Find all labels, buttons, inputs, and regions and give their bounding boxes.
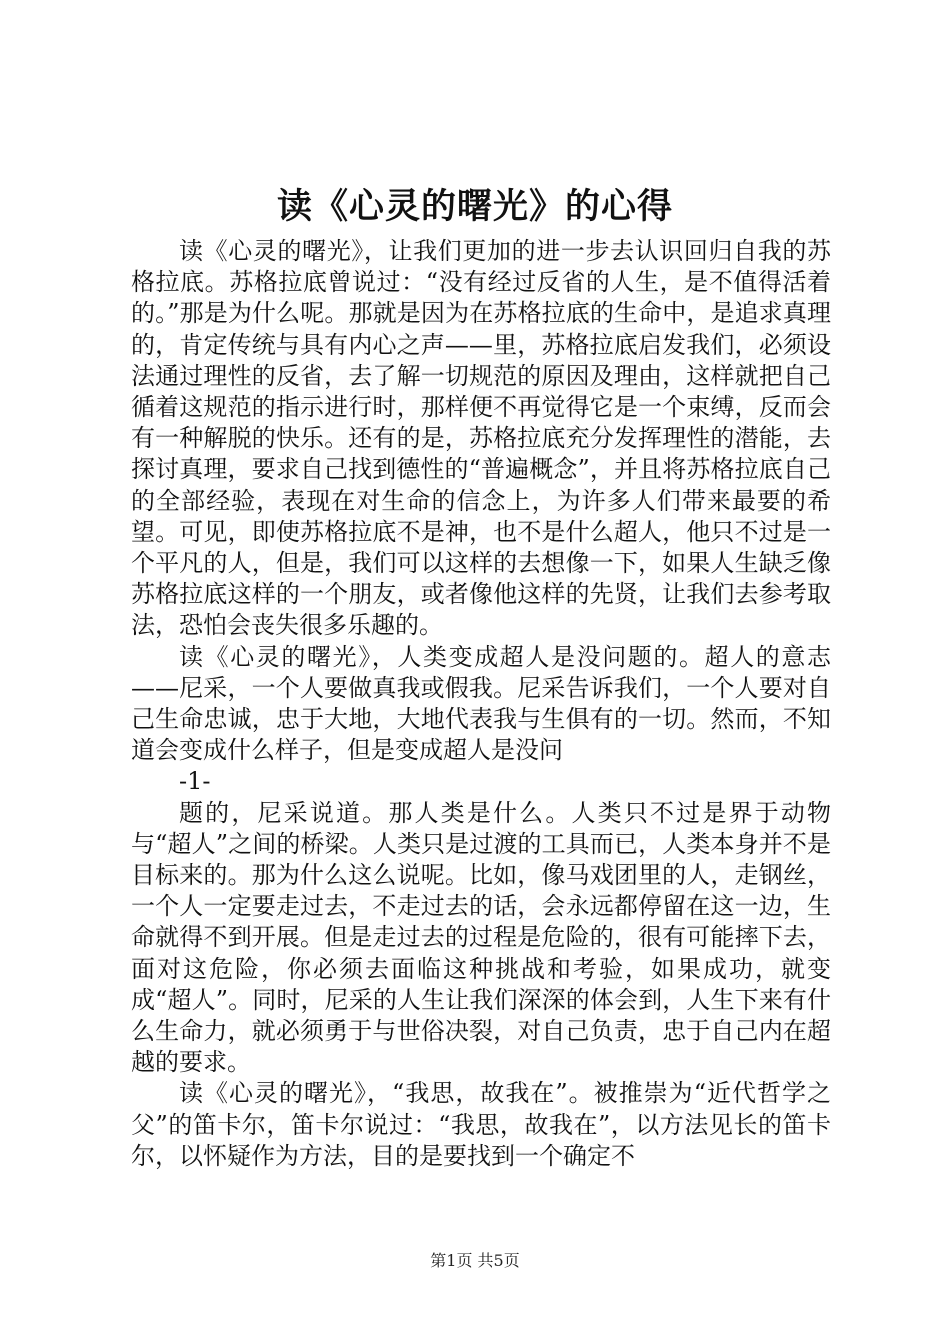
document-title: 读《心灵的曙光》的心得	[276, 187, 673, 227]
paragraph-nietzsche-continued: 题的，尼采说道。那人类是什么。人类只不过是界于动物与“超人”之间的桥梁。人类只是过渡的工具而已，人类本身并不是目标来的。那为什么这么说呢。比如，像马戏团里的人，走钢丝，一个人一定要走过去，不走过去的话，会永远都停留在这一边，生命就得不到开展。但是走过去的过程是危险的，很有可能摔下去，面对这危险，你必须去面临这种挑战和考验，如果成功，就变成“超人”。同时，尼采的人生让我们深深的体会到，人生下来有什么生命力，就必须勇于与世俗决裂，对自己负责，忠于自己内在超越的要求。	[131, 798, 831, 1077]
paragraph-socrates: 读《心灵的曙光》，让我们更加的进一步去认识回归自我的苏格拉底。苏格拉底曾说过：“没有经过反省的人生，是不值得活着的。”那是为什么呢。那就是因为在苏格拉底的生命中，是追求真理的，肯定传统与具有内心之声——里，苏格拉底启发我们，必须设法通过理性的反省，去了解一切规范的原因及理由，这样就把自己循着这规范的指示进行时，那样便不再觉得它是一个束缚，反而会有一种解脱的快乐。还有的是，苏格拉底充分发挥理性的潜能，去探讨真理，要求自己找到德性的“普遍概念”，并且将苏格拉底自己的全部经验，表现在对生命的信念上，为许多人们带来最要的希望。可见，即使苏格拉底不是神，也不是什么超人，他只不过是一个平凡的人，但是，我们可以这样的去想像一下，如果人生缺乏像苏格拉底这样的一个朋友，或者像他这样的先贤，让我们去参考取法，恐怕会丧失很多乐趣的。	[131, 237, 831, 640]
page-footer: 第1页 共5页	[430, 1251, 520, 1270]
paragraph-descartes: 读《心灵的曙光》，“我思，故我在”。被推崇为“近代哲学之父”的笛卡尔，笛卡尔说过：“我思，故我在”，以方法见长的笛卡尔，以怀疑作为方法，目的是要找到一个确定不	[131, 1079, 831, 1170]
document-body	[131, 236, 831, 1172]
page-marker: -1-	[179, 767, 211, 796]
paragraph-nietzsche: 读《心灵的曙光》，人类变成超人是没问题的。超人的意志——尼采，一个人要做真我或假我。尼采告诉我们，一个人要对自己生命忠诚，忠于大地，大地代表我与生俱有的一切。然而，不知道会变成什么样子，但是变成超人是没问	[131, 642, 831, 765]
